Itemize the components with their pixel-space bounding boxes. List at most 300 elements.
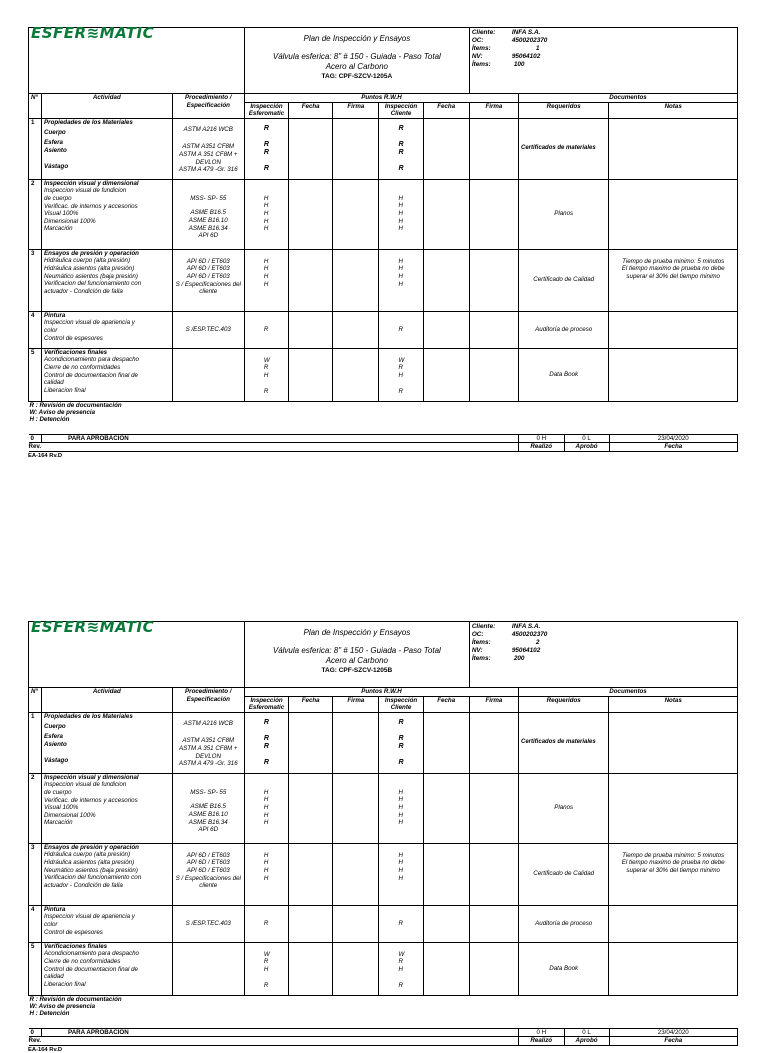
proc-item: ASME B16.10 bbox=[188, 216, 228, 224]
client-label: Cliente: bbox=[471, 29, 496, 36]
proc-item: ASTM A216 WCB bbox=[183, 719, 233, 727]
col-puntos: Puntos R.W.H bbox=[244, 688, 518, 697]
section-1-procs bbox=[172, 118, 244, 179]
mark: H bbox=[263, 280, 269, 288]
activity-item: Control de documentacion final de bbox=[44, 371, 138, 379]
fecha-value: 23/04/2020 bbox=[657, 434, 689, 442]
activity-item: Hidráulica asientos (alta presión) bbox=[44, 858, 135, 866]
section-2-marks-esf bbox=[244, 773, 288, 843]
mark: R bbox=[244, 311, 288, 348]
mark: R bbox=[398, 148, 404, 156]
inspection-plan-table bbox=[28, 618, 738, 1046]
activity-item: de cuerpo bbox=[44, 788, 72, 796]
inspection-sheet-b bbox=[28, 618, 738, 1053]
logo-cell bbox=[29, 24, 245, 94]
section-title: Pintura bbox=[44, 311, 66, 319]
aprobo-label: Aprobó bbox=[564, 1037, 609, 1045]
mark: R bbox=[263, 124, 269, 132]
client-value: INFA S.A. bbox=[511, 29, 541, 36]
oc-label: OC: bbox=[471, 631, 484, 638]
proc-item: ASME B16.5 bbox=[190, 209, 226, 217]
activity-item: Inspeccion visual de fundicion bbox=[44, 781, 127, 789]
mark: H bbox=[398, 265, 403, 273]
activity-item: Liberacion final bbox=[44, 980, 86, 988]
section-2-activities bbox=[42, 773, 173, 843]
proc-item: S / Especificaciones del bbox=[175, 280, 241, 288]
activity-item: Inspeccion visual de apariencia y bbox=[44, 913, 135, 921]
proc-item: S /ESP.TEC.403 bbox=[172, 905, 244, 942]
note-line: superar el 30% del tiempo minimo bbox=[626, 272, 720, 280]
activity-item: Control de documentacion final de bbox=[44, 965, 138, 973]
legend-item: R : Revisión de documentación bbox=[29, 401, 122, 409]
col-firma-1: Firma bbox=[333, 696, 379, 712]
legend-item: H : Detención bbox=[29, 1010, 70, 1018]
section-3-activities bbox=[42, 843, 173, 905]
required-doc: Data Book bbox=[519, 942, 609, 995]
activity-item: Esfera bbox=[44, 139, 63, 147]
section-title: Inspección visual y dimensional bbox=[44, 773, 139, 781]
footer-code: EA-164 Rv.D bbox=[28, 1046, 63, 1053]
proc-item: MSS- SP- 55 bbox=[190, 194, 227, 202]
section-title: Pintura bbox=[44, 905, 66, 913]
mark: H bbox=[263, 788, 269, 796]
mark: R bbox=[263, 164, 269, 172]
mark: H bbox=[263, 851, 269, 859]
aprobo-value: 0 L bbox=[564, 435, 609, 443]
section-3-row bbox=[29, 249, 738, 311]
activity-item: Vástago bbox=[44, 162, 69, 170]
col-notas: Notas bbox=[609, 696, 738, 712]
mark: H bbox=[263, 803, 269, 811]
activity-item: Hidráulica asientos (alta presión) bbox=[44, 264, 135, 272]
activity-item: actuador - Condición de falla bbox=[44, 881, 123, 889]
revision-description: PARA APROBACION bbox=[42, 434, 519, 443]
logo-cell bbox=[29, 618, 245, 688]
mark: H bbox=[398, 202, 403, 210]
mark: R bbox=[263, 148, 269, 156]
col-actividad: Actividad bbox=[42, 94, 173, 119]
proc-item: ASME B16.34 bbox=[188, 818, 228, 826]
section-5-marks-cli bbox=[379, 348, 423, 401]
mark: W bbox=[263, 950, 270, 958]
mark: H bbox=[398, 257, 403, 265]
esferomatic-logo: ESFER≋MATIC bbox=[31, 618, 155, 636]
required-doc: Auditoría de proceso bbox=[519, 905, 609, 942]
fecha-label: Fecha bbox=[664, 1037, 683, 1045]
note-line: El tiempo maximo de prueba no debe bbox=[621, 265, 725, 273]
required-doc: Certificados de materiales bbox=[519, 712, 609, 773]
activity-item: de cuerpo bbox=[44, 194, 72, 202]
mark: R bbox=[398, 742, 404, 750]
mark: R bbox=[263, 141, 269, 149]
mark: H bbox=[398, 371, 403, 379]
activity-item: Acondicionamiento para despacho bbox=[44, 950, 139, 958]
mark: H bbox=[263, 217, 269, 225]
section-3-procs bbox=[172, 249, 244, 311]
mark: H bbox=[263, 272, 269, 280]
mark: H bbox=[263, 209, 269, 217]
oc-label: OC: bbox=[471, 37, 484, 44]
required-doc: Certificado de Calidad bbox=[519, 843, 609, 905]
activity-item: Cierre de no conformidades bbox=[44, 957, 121, 965]
mark: R bbox=[244, 905, 288, 942]
activity-item: Verificac. de internos y accesorios bbox=[44, 202, 138, 210]
client-label: Cliente: bbox=[471, 623, 496, 630]
section-2-procs bbox=[172, 773, 244, 843]
mark: R bbox=[398, 735, 404, 743]
nv-value: 95064102 bbox=[511, 647, 541, 654]
section-4-activities bbox=[42, 311, 173, 348]
section-3-notes bbox=[609, 843, 738, 905]
proc-item: cliente bbox=[199, 288, 218, 296]
section-5-marks-cli bbox=[379, 942, 423, 995]
activity-item: Control de espesores bbox=[44, 928, 103, 936]
proc-item: ASTM A351 CF8M bbox=[182, 737, 235, 745]
legend-item: W: Aviso de presencia bbox=[29, 408, 96, 416]
section-3-notes bbox=[609, 249, 738, 311]
section-5-marks-esf bbox=[244, 348, 288, 401]
fecha-value: 23/04/2020 bbox=[657, 1028, 689, 1036]
activity-item: Verificacion del funcionamiento con bbox=[44, 874, 142, 882]
mark: R bbox=[263, 981, 269, 989]
legend-row bbox=[29, 401, 738, 434]
mark: R bbox=[263, 718, 269, 726]
note-line: Tiempo de prueba minimo: 5 minutos bbox=[622, 257, 725, 265]
mark: H bbox=[398, 803, 403, 811]
mark: H bbox=[398, 194, 403, 202]
col-insp-cli: Inspección Cliente bbox=[379, 102, 423, 118]
section-title: Ensayos de presión y operación bbox=[44, 249, 139, 257]
page-title: Plan de Inspección y Ensayos bbox=[303, 34, 411, 43]
mark: H bbox=[263, 265, 269, 273]
proc-item: ASME B16.5 bbox=[190, 803, 226, 811]
section-3-marks-cli bbox=[379, 249, 423, 311]
nv-value: 95064102 bbox=[511, 53, 541, 60]
section-2-marks-cli bbox=[379, 179, 423, 249]
col-documentos: Documentos bbox=[519, 94, 738, 103]
col-especificacion: Especificación bbox=[172, 102, 244, 118]
mark: H bbox=[263, 194, 269, 202]
section-number: 5 bbox=[29, 348, 42, 401]
mark: H bbox=[398, 851, 403, 859]
mark: H bbox=[263, 819, 269, 827]
proc-item: ASTM A216 WCB bbox=[183, 125, 233, 133]
col-fecha-1: Fecha bbox=[289, 102, 333, 118]
client-info bbox=[469, 622, 737, 688]
mark: H bbox=[398, 796, 403, 804]
proc-item: ASTM A 479 -Gr. 316 bbox=[178, 760, 238, 768]
section-title: Ensayos de presión y operación bbox=[44, 843, 139, 851]
mark: W bbox=[398, 356, 405, 364]
section-1-row bbox=[29, 712, 738, 773]
section-1-procs bbox=[172, 712, 244, 773]
activity-item: Cuerpo bbox=[44, 129, 66, 137]
mark: W bbox=[263, 356, 270, 364]
col-puntos: Puntos R.W.H bbox=[244, 94, 518, 103]
col-insp-esf: Inspección Esferomatic bbox=[244, 102, 288, 118]
activity-item: color bbox=[44, 326, 58, 334]
proc-item: ASTM A 351 CF8M + bbox=[178, 744, 238, 752]
proc-item: API 6D / ET603 bbox=[186, 859, 230, 867]
esferomatic-logo: ESFER≋MATIC bbox=[31, 24, 155, 42]
revision-row bbox=[29, 434, 738, 443]
fecha-label: Fecha bbox=[664, 443, 683, 451]
tag-text: TAG: CPF-SZCV-1205A bbox=[321, 73, 393, 80]
activity-item: Inspeccion visual de apariencia y bbox=[44, 319, 135, 327]
section-number: 2 bbox=[29, 773, 42, 843]
realizo-label: Realizó bbox=[519, 443, 564, 451]
proc-item: ASME B16.34 bbox=[188, 224, 228, 232]
section-3-row bbox=[29, 843, 738, 905]
section-2-procs bbox=[172, 179, 244, 249]
legend-item: W: Aviso de presencia bbox=[29, 1002, 96, 1010]
col-firma-2: Firma bbox=[469, 696, 518, 712]
section-1-marks-esf bbox=[244, 118, 288, 179]
activity-item: Asiento bbox=[44, 740, 67, 748]
activity-item: calidad bbox=[44, 379, 64, 387]
revision-number: 0 bbox=[29, 1028, 42, 1037]
section-5-activities bbox=[42, 942, 173, 995]
proc-item: API 6D bbox=[198, 826, 219, 834]
note-line: El tiempo maximo de prueba no debe bbox=[621, 859, 725, 867]
activity-item: Esfera bbox=[44, 733, 63, 741]
inspection-plan-table bbox=[28, 24, 738, 452]
mark: H bbox=[263, 225, 269, 233]
revision-labels-row bbox=[29, 443, 738, 452]
required-doc: Certificado de Calidad bbox=[519, 249, 609, 311]
mark: H bbox=[263, 866, 269, 874]
material-text: Acero al Carbono bbox=[325, 62, 388, 71]
revision-description: PARA APROBACION bbox=[42, 1028, 519, 1037]
items-label: Ítems: bbox=[471, 639, 491, 646]
proc-item: ASTM A351 CF8M bbox=[182, 143, 235, 151]
col-insp-esf: Inspección Esferomatic bbox=[244, 696, 288, 712]
mark: W bbox=[398, 950, 405, 958]
section-1-row bbox=[29, 118, 738, 179]
section-1-marks-cli bbox=[379, 118, 423, 179]
required-doc: Planos bbox=[519, 773, 609, 843]
col-fecha-1: Fecha bbox=[289, 696, 333, 712]
activity-item: Hidráulica cuerpo (alta presión) bbox=[44, 257, 131, 265]
mark: H bbox=[398, 209, 403, 217]
mark: R bbox=[398, 141, 404, 149]
mark: H bbox=[398, 866, 403, 874]
section-2-row bbox=[29, 179, 738, 249]
col-documentos: Documentos bbox=[519, 688, 738, 697]
mark: H bbox=[398, 811, 403, 819]
inspection-sheet-a bbox=[28, 24, 738, 459]
activity-item: Neumático asientos (baja presión) bbox=[44, 272, 138, 280]
mark: H bbox=[263, 965, 269, 973]
section-1-marks-esf bbox=[244, 712, 288, 773]
material-text: Acero al Carbono bbox=[325, 656, 388, 665]
items2-label: Ítems: bbox=[471, 655, 491, 662]
section-1-marks-cli bbox=[379, 712, 423, 773]
section-5-marks-esf bbox=[244, 942, 288, 995]
activity-item: Hidráulica cuerpo (alta presión) bbox=[44, 851, 131, 859]
required-doc: Planos bbox=[519, 179, 609, 249]
section-3-marks-cli bbox=[379, 843, 423, 905]
revision-row bbox=[29, 1028, 738, 1037]
section-title: Verificaciones finales bbox=[44, 348, 108, 356]
activity-item: Dimensional 100% bbox=[44, 217, 96, 225]
title-cell bbox=[244, 28, 469, 94]
legend-item: H : Detención bbox=[29, 416, 70, 424]
col-actividad: Actividad bbox=[42, 688, 173, 713]
legend-row bbox=[29, 995, 738, 1028]
activity-item: Liberacion final bbox=[44, 386, 86, 394]
nv-label: NV: bbox=[471, 647, 483, 654]
note-line: superar el 30% del tiempo minimo bbox=[626, 866, 720, 874]
valve-description: Válvula esferica: 8" # 150 - Guiada - Paso Total bbox=[272, 646, 441, 655]
items2-value: 200 bbox=[513, 655, 525, 662]
col-requeridos: Requeridos bbox=[519, 102, 609, 118]
activity-item: Visual 100% bbox=[44, 210, 79, 218]
mark: H bbox=[398, 217, 403, 225]
activity-item: calidad bbox=[44, 973, 64, 981]
mark: R bbox=[398, 364, 403, 372]
section-number: 3 bbox=[29, 249, 42, 311]
activity-item: Dimensional 100% bbox=[44, 811, 96, 819]
aprobo-label: Aprobó bbox=[564, 443, 609, 451]
section-title: Inspección visual y dimensional bbox=[44, 179, 139, 187]
section-title: Propiedades de los Materiales bbox=[44, 712, 133, 720]
proc-item: cliente bbox=[199, 882, 218, 890]
mark: R bbox=[379, 905, 423, 942]
tag-text: TAG: CPF-SZCV-1205B bbox=[321, 667, 393, 674]
proc-item: DEVLON bbox=[195, 752, 221, 760]
proc-item: API 6D / ET603 bbox=[186, 851, 230, 859]
mark: H bbox=[263, 202, 269, 210]
section-title: Verificaciones finales bbox=[44, 942, 108, 950]
oc-value: 4500202370 bbox=[511, 37, 548, 44]
col-especificacion: Especificación bbox=[172, 696, 244, 712]
rev-label: Rev. bbox=[29, 443, 519, 452]
mark: H bbox=[263, 811, 269, 819]
mark: R bbox=[398, 387, 403, 395]
legend bbox=[29, 995, 738, 1028]
proc-item: S /ESP.TEC.403 bbox=[172, 311, 244, 348]
items-value: 2 bbox=[535, 639, 540, 646]
col-num: N° bbox=[29, 688, 42, 713]
proc-item: API 6D / ET603 bbox=[186, 272, 230, 280]
proc-item: API 6D / ET603 bbox=[186, 265, 230, 273]
activity-item: Cuerpo bbox=[44, 723, 66, 731]
mark: R bbox=[263, 387, 269, 395]
section-1-activities bbox=[42, 712, 173, 773]
note-line: Tiempo de prueba minimo: 5 minutos bbox=[622, 851, 725, 859]
client-info bbox=[469, 28, 737, 94]
section-5-row bbox=[29, 348, 738, 401]
mark: R bbox=[263, 758, 269, 766]
col-num: N° bbox=[29, 94, 42, 119]
proc-item: DEVLON bbox=[195, 158, 221, 166]
rev-label: Rev. bbox=[29, 1037, 519, 1046]
section-number: 4 bbox=[29, 905, 42, 942]
revision-number: 0 bbox=[29, 434, 42, 443]
mark: H bbox=[263, 859, 269, 867]
mark: R bbox=[263, 742, 269, 750]
mark: R bbox=[263, 958, 269, 966]
proc-item: ASTM A 479 -Gr. 316 bbox=[178, 166, 238, 174]
activity-item: color bbox=[44, 920, 58, 928]
items-label: Ítems: bbox=[471, 45, 491, 52]
mark: H bbox=[398, 859, 403, 867]
section-3-procs bbox=[172, 843, 244, 905]
proc-item: MSS- SP- 55 bbox=[190, 788, 227, 796]
section-number: 2 bbox=[29, 179, 42, 249]
section-4-activities bbox=[42, 905, 173, 942]
legend-item: R : Revisión de documentación bbox=[29, 995, 122, 1003]
mark: H bbox=[398, 788, 403, 796]
activity-item: Acondicionamiento para despacho bbox=[44, 356, 139, 364]
proc-item: API 6D bbox=[198, 232, 219, 240]
proc-item: API 6D / ET603 bbox=[186, 257, 230, 265]
col-requeridos: Requeridos bbox=[519, 696, 609, 712]
section-3-marks-esf bbox=[244, 843, 288, 905]
section-1-activities bbox=[42, 118, 173, 179]
oc-value: 4500202370 bbox=[511, 631, 548, 638]
activity-item: Marcación bbox=[44, 225, 73, 233]
required-doc: Data Book bbox=[519, 348, 609, 401]
proc-item: ASTM A 351 CF8M + bbox=[178, 150, 238, 158]
items-value: 1 bbox=[535, 45, 540, 52]
col-fecha-2: Fecha bbox=[423, 102, 469, 118]
section-3-activities bbox=[42, 249, 173, 311]
mark: H bbox=[263, 257, 269, 265]
legend bbox=[29, 401, 738, 434]
section-4-row bbox=[29, 311, 738, 348]
activity-item: Neumático asientos (baja presión) bbox=[44, 866, 138, 874]
section-number: 1 bbox=[29, 712, 42, 773]
mark: R bbox=[263, 735, 269, 743]
footer-code: EA-164 Rv.D bbox=[28, 452, 63, 459]
items2-label: Ítems: bbox=[471, 61, 491, 68]
realizo-value: 0 H bbox=[519, 435, 564, 443]
col-procedimiento: Procedimiento / bbox=[172, 94, 244, 103]
section-3-marks-esf bbox=[244, 249, 288, 311]
mark: R bbox=[398, 958, 403, 966]
mark: R bbox=[398, 981, 403, 989]
aprobo-value: 0 L bbox=[564, 1029, 609, 1037]
mark: H bbox=[398, 280, 403, 288]
col-firma-2: Firma bbox=[469, 102, 518, 118]
section-number: 1 bbox=[29, 118, 42, 179]
activity-item: Visual 100% bbox=[44, 804, 79, 812]
mark: R bbox=[398, 164, 404, 172]
realizo-label: Realizó bbox=[519, 1037, 564, 1045]
section-2-row bbox=[29, 773, 738, 843]
section-number: 5 bbox=[29, 942, 42, 995]
section-2-marks-esf bbox=[244, 179, 288, 249]
section-5-activities bbox=[42, 348, 173, 401]
col-fecha-2: Fecha bbox=[423, 696, 469, 712]
col-insp-cli: Inspección Cliente bbox=[379, 696, 423, 712]
mark: R bbox=[379, 311, 423, 348]
required-doc: Auditoría de proceso bbox=[519, 311, 609, 348]
activity-item: actuador - Condición de falla bbox=[44, 287, 123, 295]
section-5-row bbox=[29, 942, 738, 995]
title-cell bbox=[244, 622, 469, 688]
revision-labels-row bbox=[29, 1037, 738, 1046]
mark: R bbox=[398, 718, 404, 726]
section-number: 4 bbox=[29, 311, 42, 348]
mark: H bbox=[398, 874, 403, 882]
activity-item: Asiento bbox=[44, 146, 67, 154]
activity-item: Vástago bbox=[44, 756, 69, 764]
mark: H bbox=[398, 965, 403, 973]
page-title: Plan de Inspección y Ensayos bbox=[303, 628, 411, 637]
